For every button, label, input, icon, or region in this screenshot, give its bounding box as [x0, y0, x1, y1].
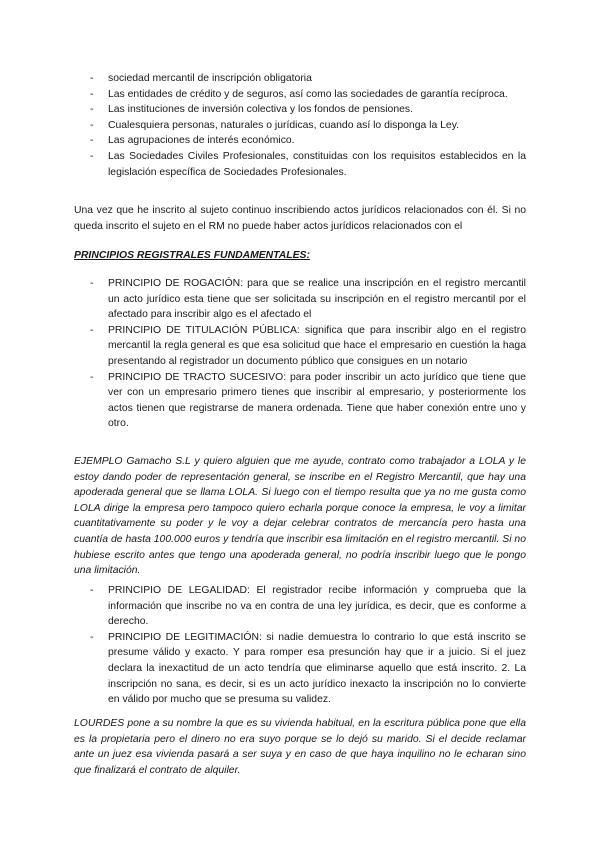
dash-bullet: -	[90, 88, 94, 100]
dash-bullet: -	[90, 119, 94, 131]
list-item: - Las instituciones de inversión colectiva y los fondos de pensiones.	[74, 102, 526, 118]
dash-bullet: -	[90, 324, 94, 336]
dash-bullet: -	[90, 150, 94, 162]
list-item: - PRINCIPIO DE LEGALIDAD: El registrador recibe información y comprueba que la información que inscribe no va en contra de una ley jurídica, es decir, que es conforme a derecho.	[90, 585, 526, 628]
dash-bullet: -	[90, 73, 94, 84]
dash-bullet: -	[90, 585, 94, 596]
list-item: - PRINCIPIO DE TRACTO SUCESIVO: para poder inscribir un acto jurídico que tiene que ver con un empresario primero tienes que inscribir al empresario, y posteriormente los actos tienen que registrarse de manera ordenada. Tiene que haber conexión entre uno y otro.	[90, 371, 526, 430]
entity-list	[74, 71, 526, 180]
list-item: - sociedad mercantil de inscripción obligatoria	[74, 71, 526, 87]
list-item: - Las Sociedades Civiles Profesionales, constituidas con los requisitos establecidos en la legislación específica de Sociedades Profesionales.	[90, 150, 526, 178]
dash-bullet: -	[90, 371, 94, 383]
example-paragraph-lola: EJEMPLO Gamacho S.L y quiero alguien que me ayude, contrato como trabajador a LOLA y le estoy dando poder de representación general, se inscribe en el Registro Mercantil, que hay una apoderada general que se llama LOLA. Si luego con el tiempo resulta que ya no me gusta como LOLA dirige la empresa pero tampoco quiero echarla porque conoce la empresa, le voy a limitar cuantitativamente su poder y le voy a dejar celebrar contratos de mercancía pero hasta una cuantía de hasta 100.000 euros y tendría que inscribir esa limitación en el registro mercantil. Si no hubiese escrito antes que tengo una apoderada general, no podría inscribir luego que le pongo una limitación.	[74, 456, 526, 577]
list-item: - Las entidades de crédito y de seguros, así como las sociedades de garantía recíproca.	[74, 87, 526, 103]
dash-bullet: -	[90, 631, 94, 643]
list-item: - PRINCIPIO DE LEGITIMACIÓN: si nadie demuestra lo contrario lo que está inscrito se presume válido y exacto. Y para romper esa presunción hay que ir a juicio. Si el juez declara la inexactitud de un acto tendría que eliminarse aquello que está inscrito. 2. La inscripción no sana, es decir, si es un acto jurídico inexacto la inscripción no lo convierte en válido por mucho que se presuma su validez.	[90, 631, 526, 706]
list-item: - PRINCIPIO DE TITULACIÓN PÚBLICA: significa que para inscribir algo en el registro mercantil la regla general es que esa solicitud que hace el empresario en cuestión la haga presentando al registrador un documento público que consigues en un notario	[90, 324, 526, 367]
principles-list-2	[74, 583, 526, 708]
list-item: - Cualesquiera personas, naturales o jurídicas, cuando así lo disponga la Ley.	[74, 118, 526, 134]
section-heading: PRINCIPIOS REGISTRALES FUNDAMENTALES:	[74, 250, 310, 261]
principles-list-1	[74, 276, 526, 432]
dash-bullet: -	[90, 104, 94, 116]
list-item: - Las agrupaciones de interés económico.	[74, 133, 526, 149]
example-paragraph-lourdes: LOURDES pone a su nombre la que es su vivienda habitual, en la escritura pública pone que ella es la propietaria pero el dinero no era suyo porque se lo dejó su marido. Si el decide reclamar ante un juez esa vivienda pasará a ser suya y en caso de que haya inquilino no le echaran sino que finalizará el contrato de alquiler.	[74, 718, 526, 776]
intro-paragraph: Una vez que he inscrito al sujeto continuo inscribiendo actos jurídicos relacionados con él. Si no queda inscrito el sujeto en el RM no puede haber actos jurídicos relacionados con el	[74, 205, 526, 232]
list-item: - PRINCIPIO DE ROGACIÓN: para que se realice una inscripción en el registro mercantil un acto jurídico esta tiene que ser solicitada su inscripción en el registro mercantil por el afectado para inscribir algo es el afectado el	[90, 278, 526, 321]
dash-bullet: -	[90, 135, 94, 147]
dash-bullet: -	[90, 278, 94, 289]
